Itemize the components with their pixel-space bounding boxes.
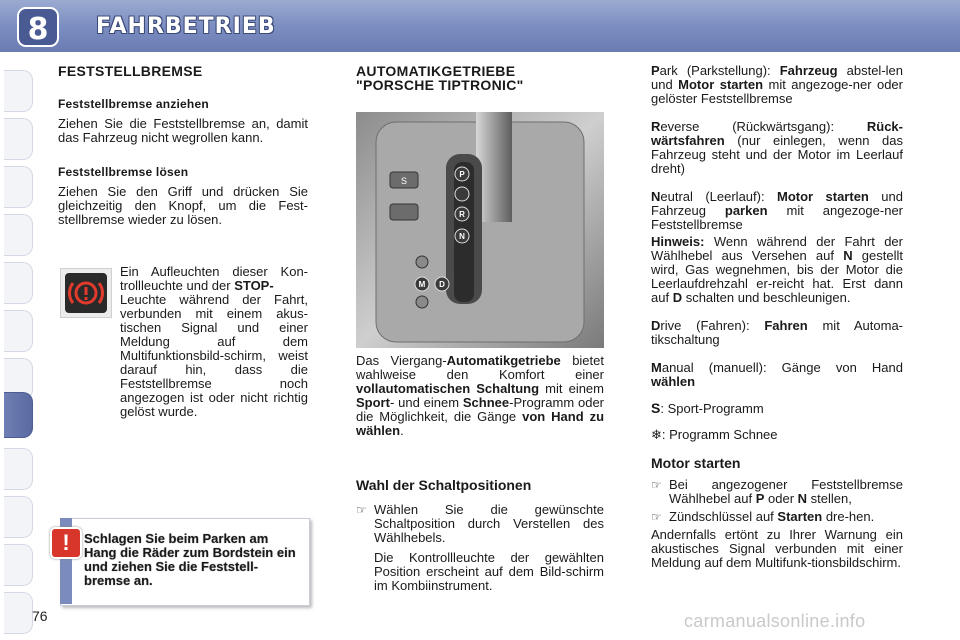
light-text-bold: STOP- (234, 278, 274, 293)
start-bullet-1: ☞ Bei angezogener Feststellbremse Wählhebel auf P oder N stellen, (651, 477, 903, 506)
light-text-cont (58, 293, 308, 419)
page-number: 76 (32, 608, 48, 624)
automatic-heading-1: AUTOMATIKGETRIEBE (356, 63, 516, 79)
exclamation-icon: ! (50, 527, 82, 559)
start-after-text: Andernfalls ertönt zu Ihrer Warnung ein akustisches Signal verbunden mit einer Meldung auf dem Multifunk-tionsbildschirm. (651, 527, 903, 570)
chapter-tab[interactable] (4, 118, 33, 160)
middle-text (356, 354, 604, 593)
hand-pointer-icon: ☞ (356, 503, 367, 517)
gear-bullet-1: ☞ Wählen Sie die gewünschte Schaltposition durch Verstellen des Wählhebels. Die Kontrollleuchte der gewählten Position erscheint auf dem Bild-schirm im Kombiinstrument. (356, 502, 604, 593)
gear-neutral: Neutral (Leerlauf): Motor starten und Fahrzeug parken mit angezoge-ner Feststellbremse (651, 189, 903, 232)
gear-park: Park (Parkstellung): Fahrzeug abstel-len und Motor starten mit angezoge-ner oder gelöster Feststellbremse (651, 63, 903, 106)
hand-pointer-icon: ☞ (651, 478, 662, 492)
chapter-tab[interactable] (4, 592, 33, 634)
section-heading-parking-brake: FESTSTELLBREMSE (58, 63, 203, 79)
hand-pointer-icon: ☞ (651, 510, 662, 524)
automatic-intro: Das Viergang-Automatikgetriebe bietet wahlweise den Komfort einer vollautomatischen Schaltung mit einem Sport- und einem Schnee-Programm oder die Möglichkeit, die Gänge von Hand zu wählen. (356, 353, 605, 438)
chapter-tabs (0, 52, 40, 640)
gear-label-d: D (439, 280, 445, 289)
light-text-continued: Leuchte während der Fahrt, verbunden mit einem akus-tischen Signal und einer Meldung auf dem Multifunktionsbild-schirm, weist darauf hin, dass die Feststellbremse noch angezogen ist oder nicht richtig gelöst wurde. (120, 292, 308, 419)
warning-light-paragraph (58, 265, 308, 419)
chapter-tab[interactable] (4, 310, 33, 352)
automatic-heading-2: "PORSCHE TIPTRONIC" (356, 77, 524, 93)
start-bullet-2: ☞ Zündschlüssel auf Starten dre-hen. (651, 509, 875, 524)
warning-text: Schlagen Sie beim Parken am Hang die Räder zum Bordstein ein und ziehen Sie die Feststell-bremse an. (84, 531, 296, 588)
chapter-tab[interactable] (4, 262, 33, 304)
page-title: FAHRBETRIEB (96, 14, 276, 39)
gear-selector-photo (356, 112, 604, 348)
gear-label-r: R (459, 210, 465, 219)
gear-label-s: S (400, 176, 408, 186)
chapter-tab-active[interactable] (4, 392, 33, 438)
chapter-tab[interactable] (4, 544, 33, 586)
chapter-tab[interactable] (4, 496, 33, 538)
chapter-badge (16, 6, 60, 48)
section-heading-gear-positions: Wahl der Schaltpositionen (356, 477, 532, 493)
apply-text: Ziehen Sie die Feststellbremse an, damit das Fahrzeug nicht wegrollen kann. (58, 116, 308, 145)
chapter-tab[interactable] (4, 448, 33, 490)
gear-label-n: N (459, 232, 465, 241)
light-text: Ein Aufleuchten dieser Kon-trollleuchte und der (120, 264, 308, 293)
gear-reverse: Reverse (Rückwärtsgang): Rück-wärtsfahren (nur einlegen, wenn das Fahrzeug steht und der Motor im Leerlauf dreht) (651, 119, 903, 176)
release-text: Ziehen Sie den Griff und drücken Sie gleichzeitig den Knopf, um die Fest-stellbremse wieder zu lösen. (58, 184, 308, 227)
gear-snow: ❄: Programm Schnee (651, 427, 778, 442)
right-column (651, 64, 903, 570)
gear-hint: Hinweis: Wenn während der Fahrt der Wählhebel aus Versehen auf N gestellt wird, Gas wegnehmen, bis der Motor die Leerlaufdrehzahl er-reicht hat. Erst dann auf D schalten und beschleunigen. (651, 234, 903, 305)
snowflake-icon: ❄ (651, 427, 662, 442)
chapter-tab[interactable] (4, 214, 33, 256)
chapter-number: 8 (27, 12, 49, 47)
chapter-tab[interactable] (4, 166, 33, 208)
gear-drive: Drive (Fahren): Fahren mit Automa-tikschaltung (651, 318, 903, 347)
gear-manual: Manual (manuell): Gänge von Hand wählen (651, 360, 903, 389)
gear-label-p: P (459, 170, 465, 179)
chapter-tab[interactable] (4, 70, 33, 112)
section-heading-start-engine: Motor starten (651, 455, 741, 471)
gear-sport: S: Sport-Programm (651, 400, 764, 416)
subheading-release: Feststellbremse lösen (58, 165, 189, 179)
gear-label-m: M (418, 280, 426, 289)
middle-column (356, 64, 604, 92)
left-column (58, 64, 308, 227)
subheading-apply: Feststellbremse anziehen (58, 97, 209, 111)
watermark: carmanualsonline.info (684, 611, 866, 631)
